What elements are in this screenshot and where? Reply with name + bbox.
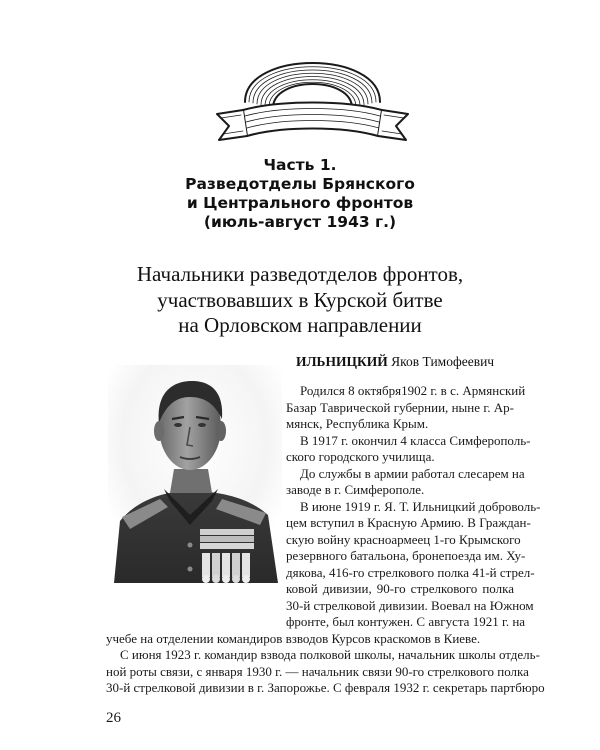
body-line: ского городского училища. bbox=[286, 449, 435, 464]
body-line: 30-й стрелковой дивизии. Воевал на Южном bbox=[286, 597, 534, 613]
body-line: В 1917 г. окончил 4 класса Симферополь- bbox=[300, 432, 531, 448]
body-line: ковой дивизии, 90-го стрелкового полка bbox=[286, 581, 514, 596]
body-line: До службы в армии работал слесарем на bbox=[300, 465, 525, 481]
person-name bbox=[296, 354, 494, 370]
page-number: 26 bbox=[106, 710, 121, 726]
section-heading-line: Начальники разведотделов фронтов, bbox=[136, 262, 464, 286]
body-line: цем вступил в Красную Армию. В Граждан- bbox=[286, 515, 531, 530]
body-line: Базар Таврической губернии, ныне г. Ар- bbox=[286, 399, 514, 415]
body-line: резервного батальона, бронепоезда им. Ху- bbox=[286, 548, 526, 563]
body-line: 30-й стрелковой дивизии в г. Запорожье. С февраля 1932 г. секретарь партбюро bbox=[106, 680, 545, 695]
part-title-line: (июль-август 1943 г.) bbox=[203, 213, 397, 231]
part-title bbox=[150, 156, 450, 232]
person-surname: ИЛЬНИЦКИЙ bbox=[296, 354, 388, 369]
medal-ribbons-icon bbox=[200, 529, 254, 583]
part-title-line: Разведотделы Брянского bbox=[185, 175, 415, 193]
part-title-line: и Центрального фронтов bbox=[186, 194, 414, 212]
body-line: В июне 1919 г. Я. Т. Ильницкий доброволь- bbox=[300, 498, 541, 514]
body-line: Родился 8 октября1902 г. в с. Армянский bbox=[300, 383, 526, 398]
section-heading-line: на Орловском направлении bbox=[178, 313, 422, 337]
body-line: дякова, 416-го стрелкового полка 41-й стрел- bbox=[286, 564, 535, 580]
body-line: скую войну красноармеец 1-го Крымского bbox=[286, 531, 521, 547]
person-given-names: Яков Тимофеевич bbox=[391, 354, 495, 369]
body-line: фронте, был контужен. С августа 1921 г. на bbox=[286, 614, 526, 629]
body-line: С июня 1923 г. командир взвода полковой школы, начальник школы отдель- bbox=[120, 647, 540, 662]
body-line: заводе в г. Симферополе. bbox=[286, 482, 425, 497]
section-heading bbox=[110, 262, 490, 339]
body-line: ной роты связи, с января 1930 г. — начальник связи 90-го стрелкового полка bbox=[106, 663, 529, 679]
body-line: мянск, Республика Крым. bbox=[286, 416, 429, 431]
body-line: учебе на отделении командиров взводов Курсов краскомов в Киеве. bbox=[106, 630, 481, 646]
portrait-photo bbox=[108, 365, 282, 583]
ribbon-ornament bbox=[215, 42, 410, 152]
part-title-line: Часть 1. bbox=[263, 156, 337, 174]
section-heading-line: участвовавших в Курской битве bbox=[157, 287, 443, 312]
